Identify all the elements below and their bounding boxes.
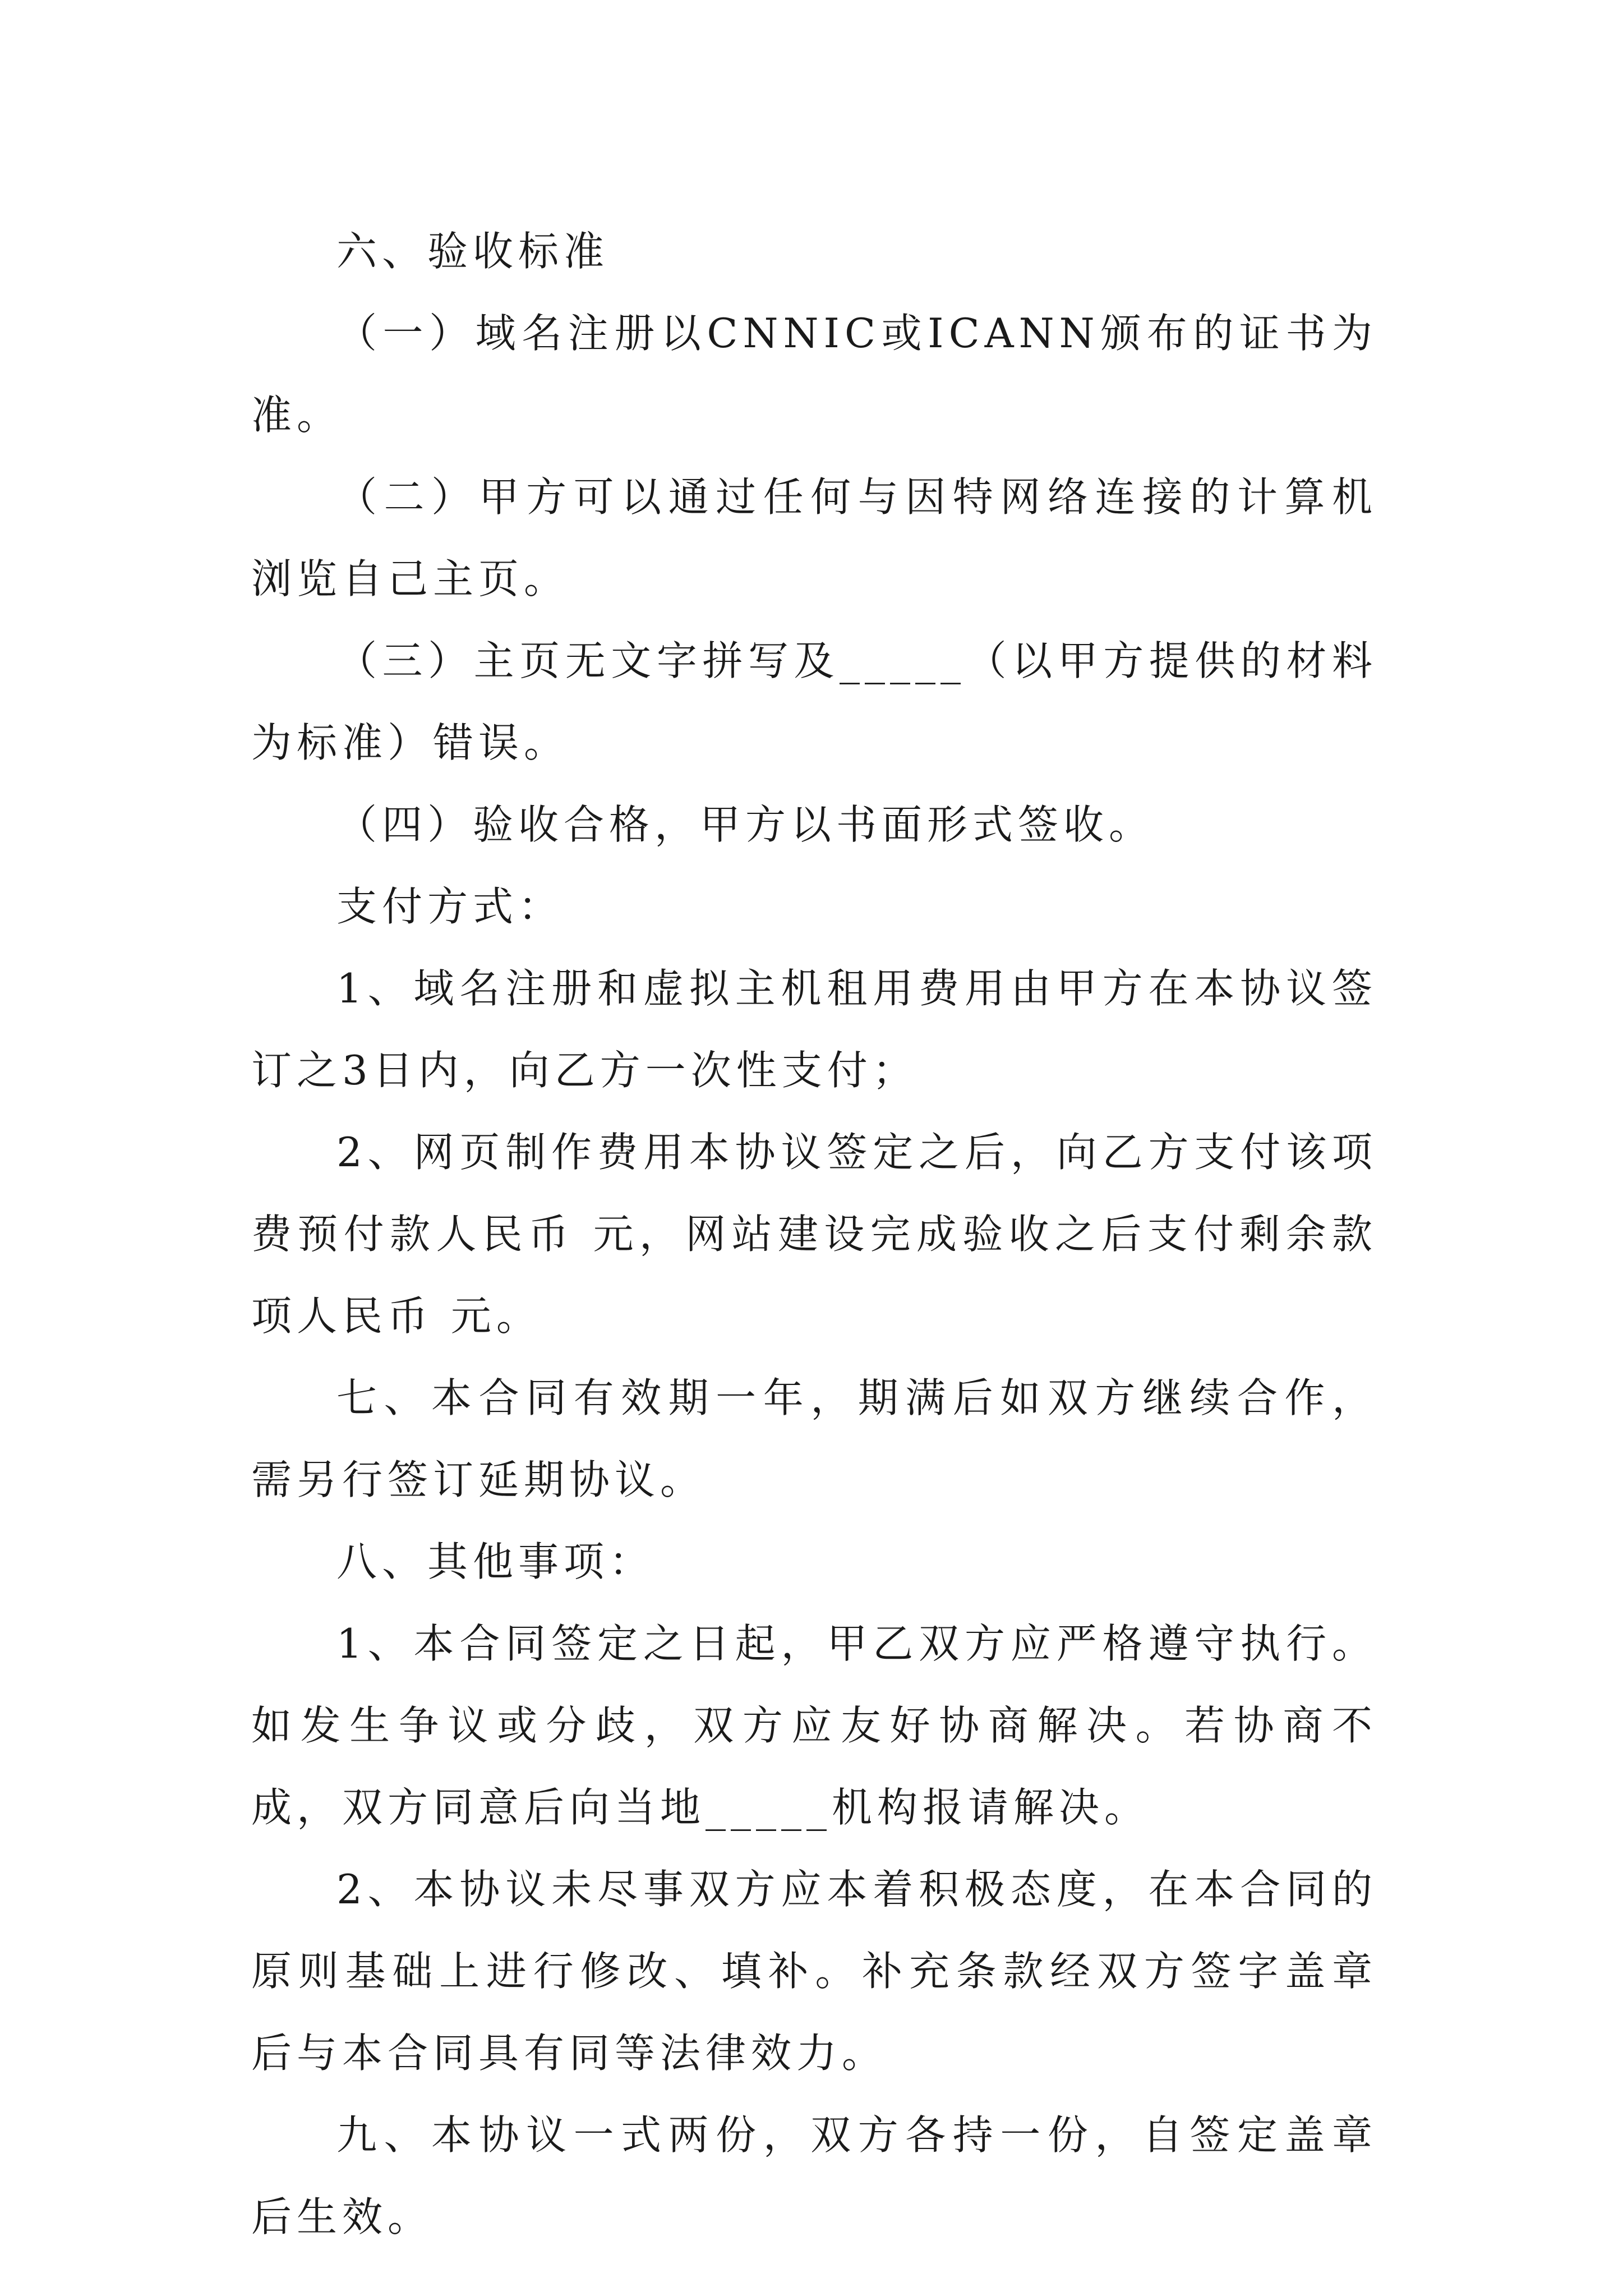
acceptance-item-3: （三）主页无文字拼写及_____（以甲方提供的材料为标准）错误。 [251, 637, 1377, 766]
section-heading-payment-method: 支付方式： [336, 883, 564, 930]
acceptance-item-4: （四）验收合格，甲方以书面形式签收。 [336, 801, 1155, 848]
other-matters-item-1: 1、本合同签定之日起，甲乙双方应严格遵守执行。如发生争议或分歧，双方应友好协商解决。若协商不成，双方同意后向当地_____机构报请解决。 [251, 1620, 1377, 1831]
section-heading-acceptance-criteria: 六、验收标准 [336, 228, 610, 275]
clause-contract-validity: 七、本合同有效期一年，期满后如双方继续合作，需另行签订延期协议。 [251, 1374, 1377, 1503]
payment-item-1: 1、域名注册和虚拟主机租用费用由甲方在本协议签订之3日内，向乙方一次性支付； [251, 965, 1377, 1094]
other-matters-item-2: 2、本协议未尽事双方应本着积极态度，在本合同的原则基础上进行修改、填补。补充条款经双方签字盖章后与本合同具有同等法律效力。 [251, 1866, 1377, 2077]
clause-copies-and-effect: 九、本协议一式两份，双方各持一份，自签定盖章后生效。 [251, 2111, 1377, 2240]
acceptance-item-2: （二）甲方可以通过任何与因特网络连接的计算机浏览自己主页。 [251, 473, 1377, 602]
section-heading-other-matters: 八、其他事项： [336, 1538, 655, 1585]
payment-item-2: 2、网页制作费用本协议签定之后，向乙方支付该项费预付款人民币 元，网站建设完成验收之后支付剩余款项人民币 元。 [251, 1129, 1377, 1340]
acceptance-item-1: （一）域名注册以CNNIC或ICANN颁布的证书为准。 [251, 310, 1377, 439]
document-body [251, 210, 1377, 2258]
